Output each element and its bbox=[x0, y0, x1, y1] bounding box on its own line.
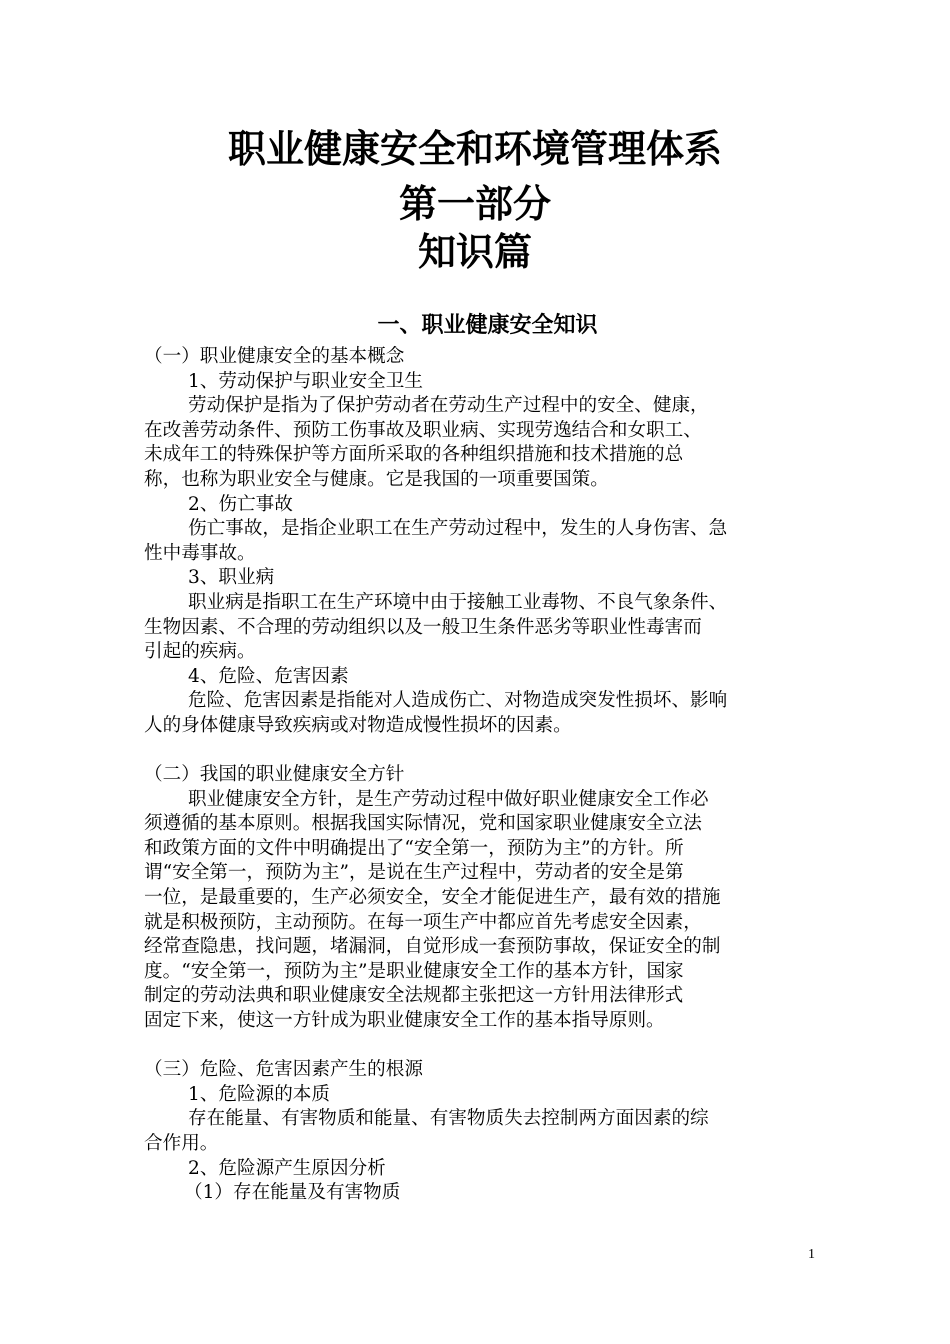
paragraph-line: 固定下来，使这一方针成为职业健康安全工作的基本指导原则。 bbox=[144, 1010, 665, 1032]
paragraph-line: 和政策方面的文件中明确提出了“安全第一，预防为主”的方针。所 bbox=[144, 837, 684, 859]
paragraph-line: 存在能量、有害物质和能量、有害物质失去控制两方面因素的综 bbox=[188, 1108, 709, 1130]
paragraph-line: 制定的劳动法典和职业健康安全法规都主张把这一方针用法律形式 bbox=[144, 985, 684, 1007]
paragraph-line: 度。“安全第一，预防为主”是职业健康安全工作的基本方针，国家 bbox=[144, 960, 684, 982]
paragraph-line: 在改善劳动条件、预防工伤事故及职业病、实现劳逸结合和女职工、 bbox=[144, 419, 702, 441]
paragraph-line: 一位，是最重要的，生产必须安全，安全才能促进生产，最有效的措施 bbox=[144, 887, 721, 909]
paragraph-line: 伤亡事故，是指企业职工在生产劳动过程中，发生的人身伤害、急 bbox=[188, 518, 728, 540]
paragraph-line: 引起的疾病。 bbox=[144, 641, 256, 663]
item-heading: 2、伤亡事故 bbox=[188, 493, 293, 515]
paragraph-line: 合作用。 bbox=[144, 1133, 219, 1154]
paragraph-line: 称，也称为职业安全与健康。它是我国的一项重要国策。 bbox=[144, 468, 609, 490]
paragraph-line: 须遵循的基本原则。根据我国实际情况，党和国家职业健康安全立法 bbox=[144, 813, 702, 835]
item-heading: 4、危险、危害因素 bbox=[188, 665, 349, 687]
sub-item-heading: （1）存在能量及有害物质 bbox=[184, 1182, 401, 1204]
paragraph-line: 性中毒事故。 bbox=[144, 542, 256, 564]
paragraph-gap bbox=[144, 739, 814, 764]
part-title: 第一部分 bbox=[398, 182, 551, 226]
subsection-heading: （三）危险、危害因素产生的根源 bbox=[144, 1059, 423, 1081]
page-number: 1 bbox=[808, 1247, 815, 1262]
paragraph-line: 职业病是指职工在生产环境中由于接触工业毒物、不良气象条件、 bbox=[188, 591, 728, 613]
body-text bbox=[144, 345, 814, 1206]
paragraph-line: 危险、危害因素是指能对人造成伤亡、对物造成突发性损坏、影响 bbox=[188, 690, 728, 712]
item-heading: 2、危险源产生原因分析 bbox=[188, 1157, 386, 1179]
item-heading: 1、劳动保护与职业安全卫生 bbox=[188, 370, 423, 392]
paragraph-line: 谓“安全第一，预防为主”，是说在生产过程中，劳动者的安全是第 bbox=[144, 862, 684, 884]
paragraph-line: 劳动保护是指为了保护劳动者在劳动生产过程中的安全、健康， bbox=[188, 395, 709, 417]
paragraph-line: 人的身体健康导致疾病或对物造成慢性损坏的因素。 bbox=[144, 714, 572, 736]
paragraph-gap bbox=[144, 1034, 814, 1059]
paragraph-line: 经常查隐患，找问题，堵漏洞，自觉形成一套预防事故，保证安全的制 bbox=[144, 936, 721, 958]
subsection-heading: （一）职业健康安全的基本概念 bbox=[144, 346, 405, 367]
item-heading: 1、危险源的本质 bbox=[188, 1083, 330, 1105]
paragraph-line: 未成年工的特殊保护等方面所采取的各种组织措施和技术措施的总 bbox=[144, 444, 684, 466]
paragraph-line: 职业健康安全方针，是生产劳动过程中做好职业健康安全工作必 bbox=[188, 788, 709, 810]
paragraph-line: 生物因素、不合理的劳动组织以及一般卫生条件恶劣等职业性毒害而 bbox=[144, 616, 702, 638]
item-heading: 3、职业病 bbox=[188, 567, 275, 589]
section-heading: 一、职业健康安全知识 bbox=[377, 313, 598, 338]
document-title: 职业健康安全和环境管理体系 bbox=[227, 127, 722, 171]
part-subtitle: 知识篇 bbox=[417, 230, 532, 274]
paragraph-line: 就是积极预防，主动预防。在每一项生产中都应首先考虑安全因素， bbox=[144, 911, 702, 933]
subsection-heading: （二）我国的职业健康安全方针 bbox=[144, 764, 405, 786]
